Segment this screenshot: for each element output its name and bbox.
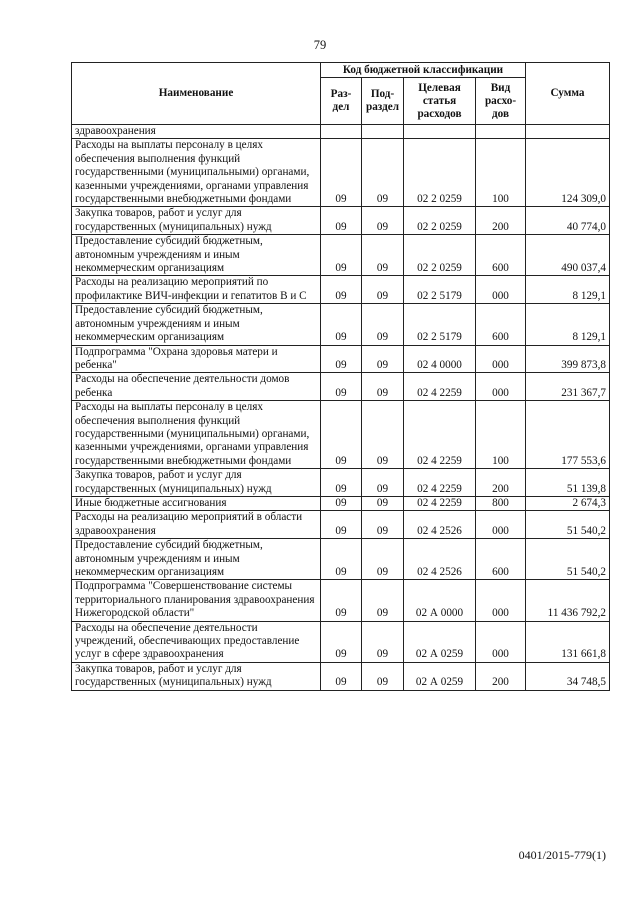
cell-vid: 800 — [476, 496, 526, 510]
cell-name: Расходы на выплаты персоналу в целях обеспечения выполнения функций государственными (муниципальными) органами, казенными учреждениями, органами управления государственными внебюджетными фондами — [72, 401, 321, 469]
cell-name: Предоставление субсидий бюджетным, автономным учреждениям и иным некоммерческим организациям — [72, 235, 321, 276]
cell-podrazdel: 09 — [362, 304, 404, 345]
cell-vid: 000 — [476, 580, 526, 621]
cell-podrazdel: 09 — [362, 373, 404, 401]
cell-razdel: 09 — [321, 276, 362, 304]
cell-podrazdel: 09 — [362, 235, 404, 276]
table-row — [72, 373, 610, 401]
cell-sum: 8 129,1 — [526, 276, 610, 304]
cell-name: Расходы на реализацию мероприятий по профилактике ВИЧ-инфекции и гепатитов В и С — [72, 276, 321, 304]
cell-target: 02 2 0259 — [404, 235, 476, 276]
cell-name: Расходы на обеспечение деятельности домов ребенка — [72, 373, 321, 401]
table-row — [72, 539, 610, 580]
cell-razdel: 09 — [321, 662, 362, 690]
cell-razdel: 09 — [321, 235, 362, 276]
cell-vid: 000 — [476, 373, 526, 401]
page-number: 79 — [313, 38, 327, 52]
cell-sum: 490 037,4 — [526, 235, 610, 276]
cell-name: Закупка товаров, работ и услуг для государственных (муниципальных) нужд — [72, 469, 321, 497]
cell-podrazdel: 09 — [362, 345, 404, 373]
cell-target: 02 2 0259 — [404, 207, 476, 235]
cell-name: Предоставление субсидий бюджетным, автономным учреждениям и иным некоммерческим организациям — [72, 539, 321, 580]
cell-target: 02 4 2259 — [404, 469, 476, 497]
table-row — [72, 276, 610, 304]
cell-sum: 34 748,5 — [526, 662, 610, 690]
header-razdel: Раз- дел — [321, 78, 362, 125]
cell-vid: 600 — [476, 539, 526, 580]
cell-sum: 399 873,8 — [526, 345, 610, 373]
cell-podrazdel: 09 — [362, 207, 404, 235]
header-code-group: Код бюджетной классификации — [321, 63, 526, 78]
cell-target: 02 2 5179 — [404, 276, 476, 304]
table-row — [72, 511, 610, 539]
table-row — [72, 304, 610, 345]
cell-target: 02 4 2526 — [404, 539, 476, 580]
cell-podrazdel: 09 — [362, 496, 404, 510]
cell-sum: 11 436 792,2 — [526, 580, 610, 621]
budget-table — [71, 62, 610, 691]
cell-vid: 600 — [476, 235, 526, 276]
cell-sum: 8 129,1 — [526, 304, 610, 345]
cell-target: 02 А 0000 — [404, 580, 476, 621]
cell-name: Закупка товаров, работ и услуг для государственных (муниципальных) нужд — [72, 662, 321, 690]
table-row — [72, 207, 610, 235]
cell-sum: 2 674,3 — [526, 496, 610, 510]
cell-razdel: 09 — [321, 580, 362, 621]
cell-sum: 51 540,2 — [526, 539, 610, 580]
table-row — [72, 401, 610, 469]
cell-podrazdel: 09 — [362, 511, 404, 539]
header-podrazdel: Под- раздел — [362, 78, 404, 125]
cell-vid: 100 — [476, 401, 526, 469]
cell-sum: 40 774,0 — [526, 207, 610, 235]
cell-name: Подпрограмма "Охрана здоровья матери и ребенка" — [72, 345, 321, 373]
header-target: Целевая статья расходов — [404, 78, 476, 125]
table-row — [72, 621, 610, 662]
cell-podrazdel: 09 — [362, 139, 404, 207]
cell-target: 02 4 2526 — [404, 511, 476, 539]
cell-razdel: 09 — [321, 373, 362, 401]
header-sum: Сумма — [526, 63, 610, 125]
cell-sum: 231 367,7 — [526, 373, 610, 401]
cell-razdel: 09 — [321, 207, 362, 235]
header-vid: Вид расхо- дов — [476, 78, 526, 125]
cell-podrazdel: 09 — [362, 580, 404, 621]
cell-vid: 200 — [476, 469, 526, 497]
cell-razdel: 09 — [321, 401, 362, 469]
table-row — [72, 139, 610, 207]
cell-podrazdel: 09 — [362, 469, 404, 497]
table-row — [72, 469, 610, 497]
cell-sum: 124 309,0 — [526, 139, 610, 207]
cell-name: Подпрограмма "Совершенствование системы территориального планирования здравоохранения Нижегородской области" — [72, 580, 321, 621]
cell-target: 02 4 2259 — [404, 401, 476, 469]
cell-razdel: 09 — [321, 345, 362, 373]
table-row — [72, 235, 610, 276]
cell-name: Расходы на выплаты персоналу в целях обеспечения выполнения функций государственными (муниципальными) органами, казенными учреждениями, органами управления государственными внебюджетными фондами — [72, 139, 321, 207]
cell-podrazdel: 09 — [362, 662, 404, 690]
cell-podrazdel: 09 — [362, 401, 404, 469]
cell-name: Закупка товаров, работ и услуг для государственных (муниципальных) нужд — [72, 207, 321, 235]
cell-razdel: 09 — [321, 139, 362, 207]
cell-target: 02 4 2259 — [404, 373, 476, 401]
cell-name: Расходы на реализацию мероприятий в области здравоохранения — [72, 511, 321, 539]
cell-target: 02 4 0000 — [404, 345, 476, 373]
table-row — [72, 496, 610, 510]
cell-razdel: 09 — [321, 496, 362, 510]
cell-vid: 100 — [476, 139, 526, 207]
cell-razdel: 09 — [321, 511, 362, 539]
cell-vid: 000 — [476, 345, 526, 373]
cell-vid: 200 — [476, 207, 526, 235]
continuation-row — [72, 125, 610, 139]
cell-vid: 000 — [476, 511, 526, 539]
cell-podrazdel: 09 — [362, 539, 404, 580]
cell-razdel: 09 — [321, 621, 362, 662]
cell-name: Предоставление субсидий бюджетным, автономным учреждениям и иным некоммерческим организациям — [72, 304, 321, 345]
cell-razdel: 09 — [321, 469, 362, 497]
cell-sum: 177 553,6 — [526, 401, 610, 469]
cell-target: 02 2 0259 — [404, 139, 476, 207]
header-name: Наименование — [72, 63, 321, 125]
cell-vid: 200 — [476, 662, 526, 690]
cell-target: 02 4 2259 — [404, 496, 476, 510]
table-row — [72, 662, 610, 690]
cell-vid: 000 — [476, 621, 526, 662]
document-code: 0401/2015-779(1) — [518, 848, 606, 862]
cell-sum: 51 540,2 — [526, 511, 610, 539]
table-row — [72, 345, 610, 373]
cell-name: Расходы на обеспечение деятельности учреждений, обеспечивающих предоставление услуг в сфере здравоохранения — [72, 621, 321, 662]
continuation-text: здравоохранения — [72, 125, 321, 139]
cell-podrazdel: 09 — [362, 621, 404, 662]
table-row — [72, 580, 610, 621]
cell-sum: 131 661,8 — [526, 621, 610, 662]
cell-vid: 600 — [476, 304, 526, 345]
cell-target: 02 А 0259 — [404, 621, 476, 662]
cell-vid: 000 — [476, 276, 526, 304]
cell-sum: 51 139,8 — [526, 469, 610, 497]
cell-podrazdel: 09 — [362, 276, 404, 304]
cell-razdel: 09 — [321, 539, 362, 580]
cell-razdel: 09 — [321, 304, 362, 345]
cell-target: 02 А 0259 — [404, 662, 476, 690]
cell-name: Иные бюджетные ассигнования — [72, 496, 321, 510]
cell-target: 02 2 5179 — [404, 304, 476, 345]
